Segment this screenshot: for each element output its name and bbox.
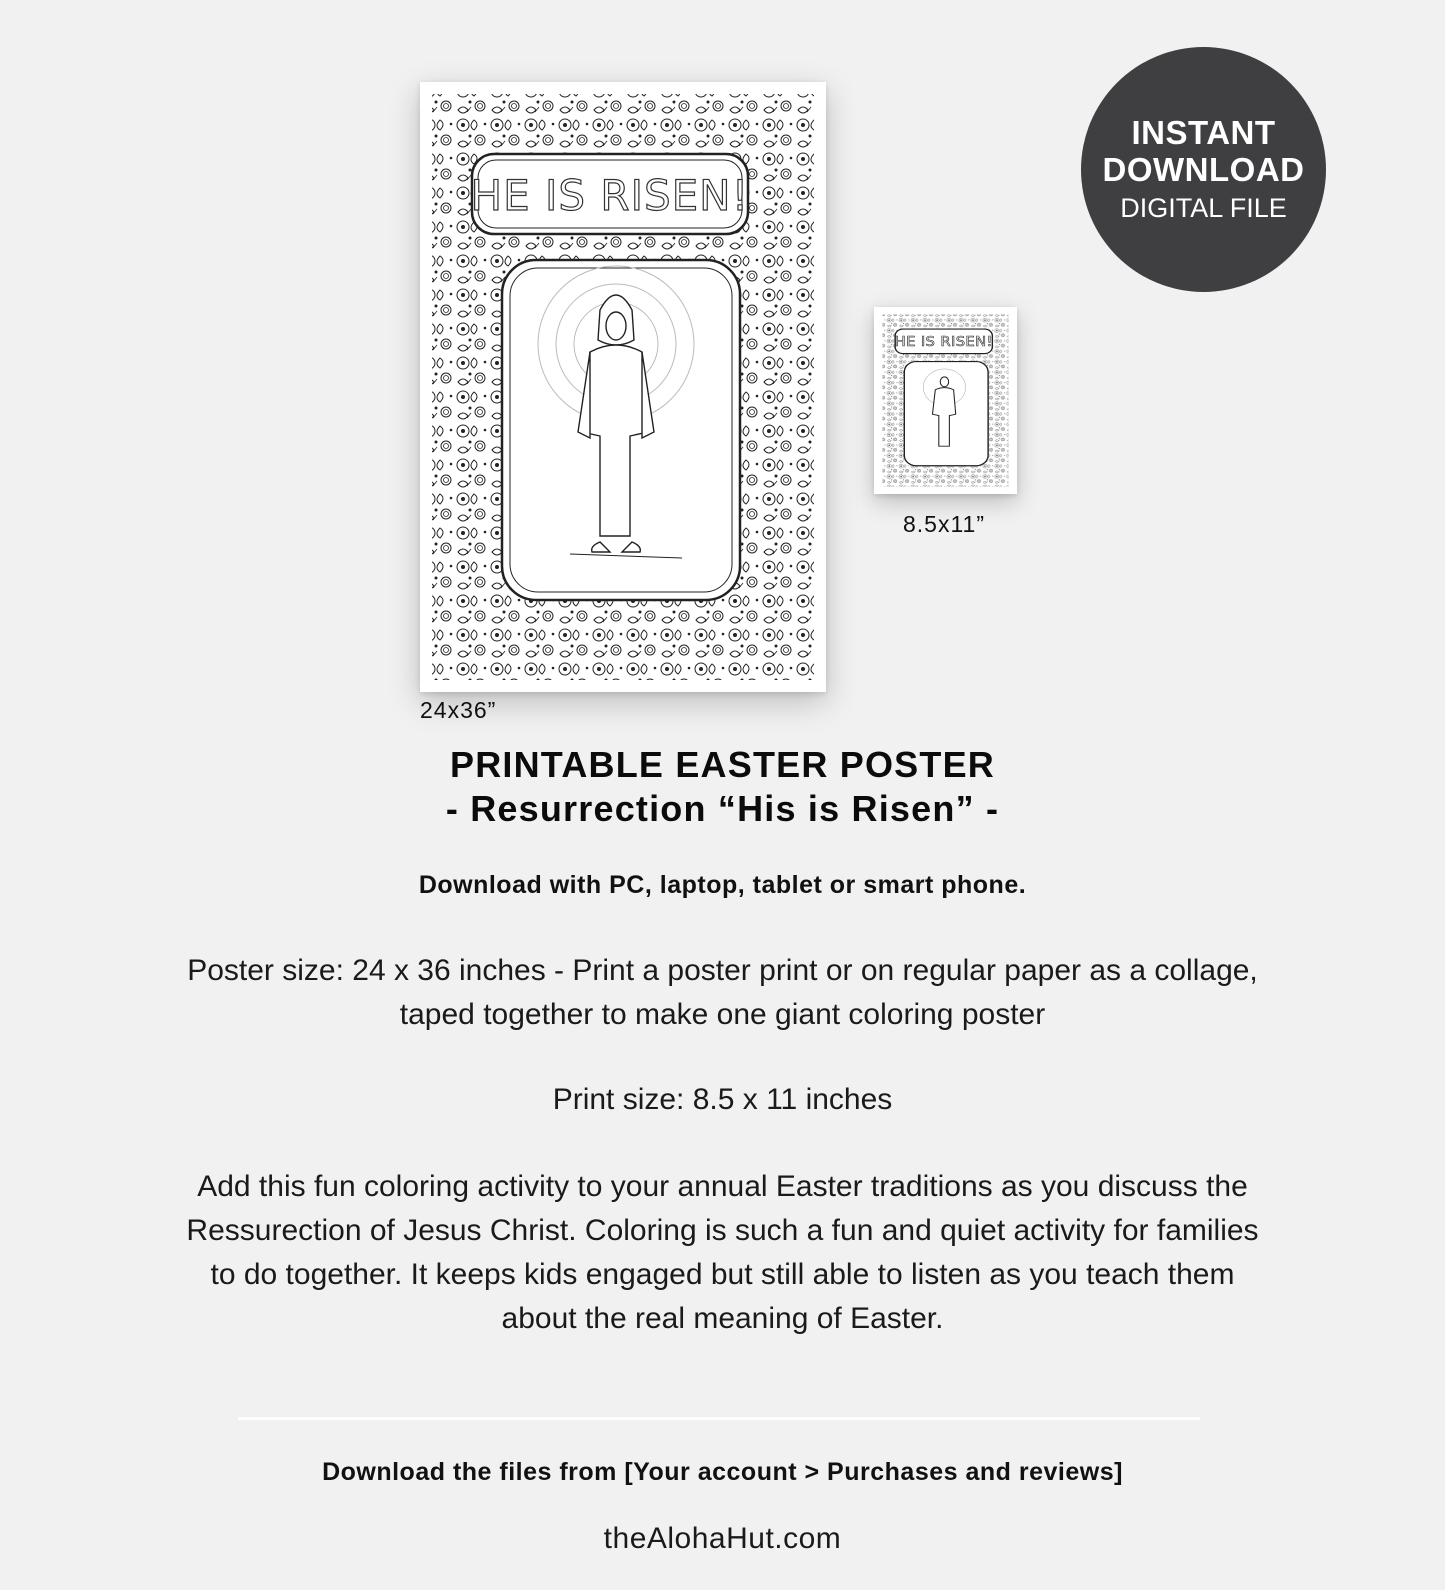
poster-preview-small [874,307,1017,494]
product-description: Add this fun coloring activity to your annual Easter traditions as you discuss the Ressurection of Jesus Christ. Coloring is such a fun and quiet activity for families to do together. It keeps kids engaged but still able to listen as you teach them about the real meaning of Easter. [186,1170,1259,1335]
download-device-note: Download with PC, laptop, tablet or smart phone. [418,871,1027,899]
website-name: theAlohaHut.com [603,1522,842,1555]
badge-line-1: INSTANT [1131,114,1276,151]
poster-size-label-small: 8.5x11” [903,511,986,537]
product-subtitle: - Resurrection “His is Risen” - [445,788,1000,829]
poster-title-text: HE IS RISEN! [470,171,750,220]
instant-download-badge [1081,47,1326,292]
print-size-description: Print size: 8.5 x 11 inches [552,1083,893,1116]
poster-artwork-large [420,82,826,692]
product-title: PRINTABLE EASTER POSTER [450,744,995,785]
poster-title-text-small: HE IS RISEN! [894,335,993,350]
poster-artwork-small [874,307,1017,494]
badge-line-3: DIGITAL FILE [1120,193,1287,223]
divider [238,1417,1200,1420]
download-instructions: Download the files from [Your account > Purchases and reviews] [322,1458,1123,1486]
poster-size-label-large: 24x36” [420,697,497,723]
badge-line-2: DOWNLOAD [1102,151,1305,188]
poster-preview-large [420,82,826,692]
poster-size-description: Poster size: 24 x 36 inches - Print a poster print or on regular paper as a collage, taped together to make one giant coloring poster [187,954,1258,1031]
